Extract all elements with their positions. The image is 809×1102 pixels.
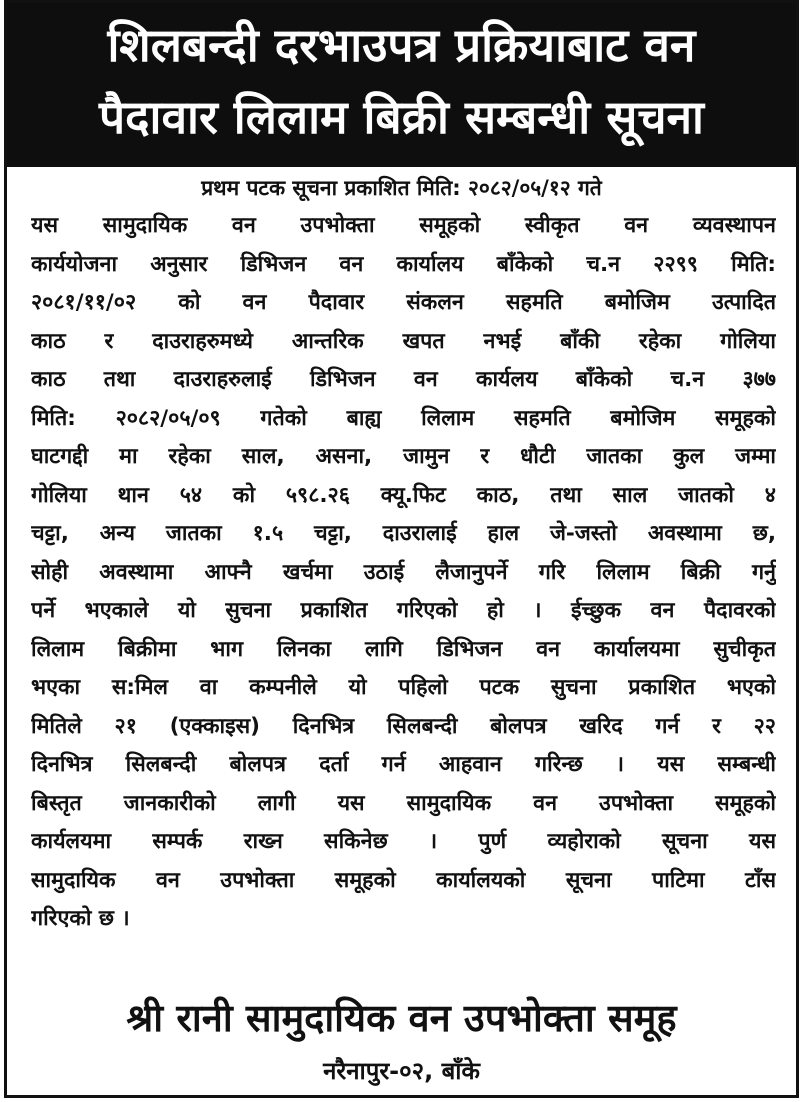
body-line: कार्यलयमा सम्पर्क राख्न सकिनेछ । पुर्ण व्यहोराको सूचना यस — [31, 829, 776, 854]
notice-title-line-1: शिलबन्दी दरभाउपत्र प्रक्रियाबाट वन — [107, 18, 696, 72]
body-line: मिति: २०८२/०५/०९ गतेको बाह्य लिलाम सहमति बमोजिम समूहको — [31, 405, 776, 431]
body-line: यस सामुदायिक वन उपभोक्ता समूहको स्वीकृत वन व्यवस्थापन — [31, 213, 776, 238]
body-line: सामुदायिक वन उपभोक्ता समूहको कार्यालयको सूचना पाटिमा टाँस — [31, 867, 776, 893]
body-line: २०८१/११/०२ को वन पैदावार संकलन सहमति बमोजिम उत्पादित — [31, 290, 776, 315]
notice-document — [4, 0, 799, 1098]
organization-name: श्री रानी सामुदायिक वन उपभोक्ता समूह — [126, 996, 677, 1040]
body-line: दिनभित्र सिलबन्दी बोलपत्र दर्ता गर्न आहवान गरिन्छ । यस सम्बन्धी — [31, 752, 776, 777]
notice-header — [7, 3, 796, 167]
publication-date-line: प्रथम पटक सूचना प्रकाशित मिति: २०८२/०५/१२ गते — [201, 176, 602, 200]
body-line: पर्ने भएकाले यो सुचना प्रकाशित गरिएको हो । ईच्छुक वन पैदावरको — [31, 598, 776, 623]
body-line: गोलिया थान ५४ को ५९८.२६ क्यू.फिट काठ, तथा साल जातको ४ — [31, 482, 776, 508]
body-line: मितिले २१ (एक्काइस) दिनभित्र सिलबन्दी बोलपत्र खरिद गर्न र २२ — [31, 713, 776, 739]
body-line: घाटगद्दी मा रहेका साल, असना, जामुन र धौटी जातका कुल जम्मा — [31, 444, 776, 469]
notice-title-line-2: पैदावार लिलाम बिक्री सम्बन्धी सूचना — [99, 90, 704, 144]
body-line: काठ र दाउराहरुमध्ये आन्तरिक खपत नभई बाँकी रहेका गोलिया — [31, 328, 776, 354]
body-line: गरिएको छ । — [31, 906, 130, 931]
body-line: भएका स:मिल वा कम्पनीले यो पहिलो पटक सुचना प्रकाशित भएको — [31, 675, 776, 700]
body-line: चट्टा, अन्य जातका १.५ चट्टा, दाउरालाई हाल जे-जस्तो अवस्थामा छ, — [31, 521, 776, 546]
body-line: काठ तथा दाउराहरुलाई डिभिजन वन कार्यलय बाँकेको च.न ३७७ — [31, 367, 776, 392]
notice-body — [31, 207, 776, 939]
body-line: कार्ययोजना अनुसार डिभिजन वन कार्यालय बाँकेको च.न २२९९ मिति: — [31, 251, 776, 277]
body-line: सोही अवस्थामा आफ्नै खर्चमा उठाई लैजानुपर्ने गरि लिलाम बिक्री गर्नु — [31, 559, 776, 585]
body-line: बिस्तृत जानकारीको लागी यस सामुदायिक वन उपभोक्ता समूहको — [31, 790, 776, 816]
organization-address: नरैनापुर-०२, बाँके — [323, 1057, 480, 1085]
body-line: लिलाम बिक्रीमा भाग लिनका लागि डिभिजन वन कार्यालयमा सुचीकृत — [31, 636, 776, 662]
